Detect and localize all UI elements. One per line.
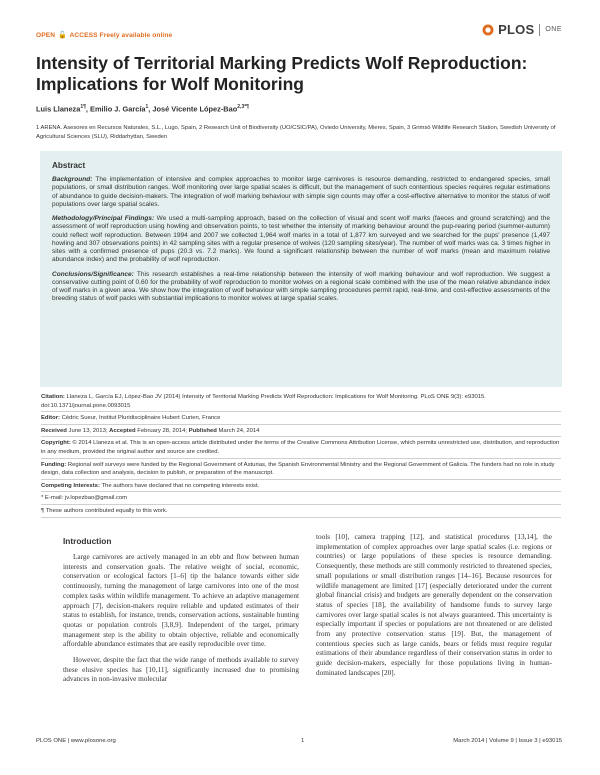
plos-one-logo[interactable] (481, 22, 562, 37)
author-name[interactable]: José Vicente López-Bao (152, 104, 238, 114)
one-word: ONE (545, 26, 562, 33)
article-metadata (41, 391, 561, 518)
footer-issue-info: March 2014 | Volume 9 | Issue 3 | e93015 (453, 738, 562, 744)
received-date: June 13, 2013; (66, 427, 110, 434)
author-affil-marker: 1 (145, 104, 149, 110)
abstract-conclusions (52, 271, 550, 304)
intro-paragraph: tools [10], camera trapping [12], and statistical procedures [13,14], the implementation of complex approaches over large spatial scales (i.e. regions or countries) or large populations of these species is resource demanding. Consequently, these methods are still commonly restricted to threatened species, small populations or small distribution ranges [14–16]. Because resources for wildlife management are limited [17] (especially deteriorated under the current global financial crisis) and budgets are generally dependent on the conservation status of species [18], the availability of handsome funds to survey large carnivores over large spatial scales is not always guaranteed. This uncertainty is especially important if species or populations are not threatened or are delisted from any protective conservation status [19]. But, the management of contentious species such as large canids, bears or felids must require regular estimations of their abundance regardless of their conservation status in order to guide decision-makers, especially for those populations living in human-dominated landscapes [20]. (316, 533, 552, 677)
conclusions-text: This research establishes a real-time relationship between the intensity of wolf marking behaviour and wolf reproduction. We suggest a conservative cutting point of 0.60 for the probability of wolf reproduction to monitor wolves on a regional scale combined with the use of the mean relative abundance index of wolf marks in a given area. We show how the integration of wolf behaviour with simple sampling procedures permit rapid, real-time, and cost-effective assessments of the breeding status of wolf packs with substantial implications to monitor wolves at large spatial scales. (52, 270, 550, 303)
background-text: The implementation of intensive and complex approaches to monitor large carnivores is resource demanding, restricted to endangered species, small populations, or small distribution ranges. Wolf monitoring over large spatial scales is difficult, but the management of such contentious species requires regular estimations of abundance to guide decision-makers. The integration of wolf marking behaviour with simple sign counts may offer a cost-effective alternative to monitor the status of wolf populations over large spatial scales. (52, 176, 550, 208)
plos-logo-icon (481, 23, 495, 37)
accepted-date: February 28, 2014; (135, 427, 189, 434)
logo-divider (539, 24, 540, 36)
email-row (41, 491, 561, 504)
published-label: Published (188, 427, 217, 434)
citation-row (41, 391, 561, 411)
oa-open-text: OPEN (36, 32, 56, 39)
author-affil-marker: 1¶ (80, 104, 86, 110)
competing-row (41, 479, 561, 492)
dates-row (41, 424, 561, 437)
published-date: March 24, 2014 (216, 427, 260, 434)
funding-text: Regional wolf surveys were funded by the Regional Government of Asturias, the Spanish Environmental Ministry and the Regional Government of Galicia. The funders had no role in study design, data collection and analysis, decision to publish, or preparation of the manuscript. (41, 461, 555, 477)
article-title: Intensity of Territorial Marking Predicts Wolf Reproduction: Implications for Wolf Monitoring (36, 53, 528, 94)
abstract-box (40, 151, 562, 387)
editor-row (41, 411, 561, 424)
introduction-heading: Introduction (63, 536, 112, 546)
editor-text: Cédric Sueur, Institut Pluridisciplinaire Hubert Curien, France (59, 415, 221, 422)
copyright-text: © 2014 Llaneza et al. This is an open-access article distributed under the terms of the Creative Commons Attribution License, which permits unrestricted use, distribution, and reproduction in any medium, provided the original author and source are credited. (41, 440, 560, 455)
author-name[interactable]: Emilio J. García (90, 104, 146, 114)
funding-label: Funding: (41, 461, 67, 468)
author-separator: , (148, 104, 153, 114)
received-label: Received (41, 427, 67, 434)
copyright-label: Copyright: (41, 440, 71, 447)
open-access-badge (36, 31, 172, 39)
oa-access-text: ACCESS (69, 32, 98, 39)
conclusions-label: Conclusions/Significance: (52, 270, 134, 278)
author-affil-marker: 2,3*¶ (237, 104, 249, 110)
abstract-methods (52, 215, 550, 265)
editor-label: Editor: (41, 415, 60, 422)
equal-contrib-row (41, 504, 561, 518)
footer-journal-url[interactable]: PLOS ONE | www.plosone.org (36, 738, 116, 744)
affiliations: 1 ARENA. Asesores en Recursos Naturales, S.L., Lugo, Spain, 2 Research Unit of Biodiversity (UO/CSIC/PA), Oviedo University, Mieres, Spain, 3 Grimsö Wildlife Research Station, Swedish University of Agricultural Sciences (SLU), Riddarhyttan, Sweden (36, 125, 556, 140)
competing-label: Competing Interests: (41, 482, 100, 489)
background-label: Background: (52, 176, 93, 183)
corresponding-email[interactable]: * E-mail: jv.lopezbao@gmail.com (41, 495, 128, 502)
copyright-row (41, 436, 561, 457)
equal-contribution-note: ¶ These authors contributed equally to this work. (41, 507, 168, 514)
intro-paragraph: Large carnivores are actively managed in an ebb and flow between human interests and conservation goals. The relative weight of social, economic, conservation or ecological factors [1–6] tip the balance towards either side continuously, turning the management of large carnivores into one of the most complex tasks within wildlife management. To achieve an adaptive management approach [7], decision-makers require reliable and updated estimates of their status to establish, for instance, trends, conservation actions, sustainable hunting quotas or population controls [3,8,9]. Independent of the target, primary management step is the ability to obtain objective, reliable and economically affordable abundance estimates that are easily reproducible over time. (63, 553, 299, 649)
author-name[interactable]: Luis Llaneza (36, 104, 81, 114)
plos-word: PLOS (498, 22, 535, 37)
methods-label: Methodology/Principal Findings: (52, 215, 155, 222)
competing-text: The authors have declared that no competing interests exist. (99, 482, 260, 489)
citation-text[interactable]: Llaneza L, García EJ, López-Bao JV (2014) Intensity of Territorial Marking Predicts Wolf Reproduction: Implications for Wolf Monitoring. PLoS ONE 9(3): e93015. doi:10.1371/journal.pone.0093015 (41, 394, 486, 409)
open-lock-icon: 🔓 (58, 32, 67, 39)
author-list (36, 104, 249, 113)
right-column (316, 533, 552, 685)
abstract-heading: Abstract (52, 161, 86, 170)
intro-paragraph: However, despite the fact that the wide range of methods available to survey these elusive species has [10,11], significantly increased due to promising advances in non-invasive molecular (63, 656, 299, 684)
accepted-label: Accepted (109, 427, 136, 434)
methods-text: We used a multi-sampling approach, based on the collection of visual and scent wolf marks (faeces and ground scratching) and the assessment of wolf reproduction using howling and observation points, to test whether the intensity of marking behaviour around the pup-rearing period (summer-autumn) could reflect wolf reproduction. Between 1994 and 2007 we collected 1,964 wolf marks in a total of 1,877 km surveyed and we searched for the pups' presence (1,497 howling and 307 observations points) in 42 sampling sites with a regular presence of wolves (120 sampling sites/year). The number of wolf marks was ca. 3 times higher in sites with a confirmed presence of pups (20.3 vs. 7.2 marks). We found a significant relationship between the number of wolf marks (mean and maximum relative abundance index) and the probability of wolf reproduction. (52, 215, 550, 264)
funding-row (41, 458, 561, 479)
abstract-background (52, 176, 550, 209)
page-number: 1 (301, 738, 305, 744)
oa-freely-text: Freely available online (99, 32, 173, 39)
author-separator: , (85, 104, 91, 114)
citation-label: Citation: (41, 394, 65, 400)
left-column (63, 553, 299, 691)
